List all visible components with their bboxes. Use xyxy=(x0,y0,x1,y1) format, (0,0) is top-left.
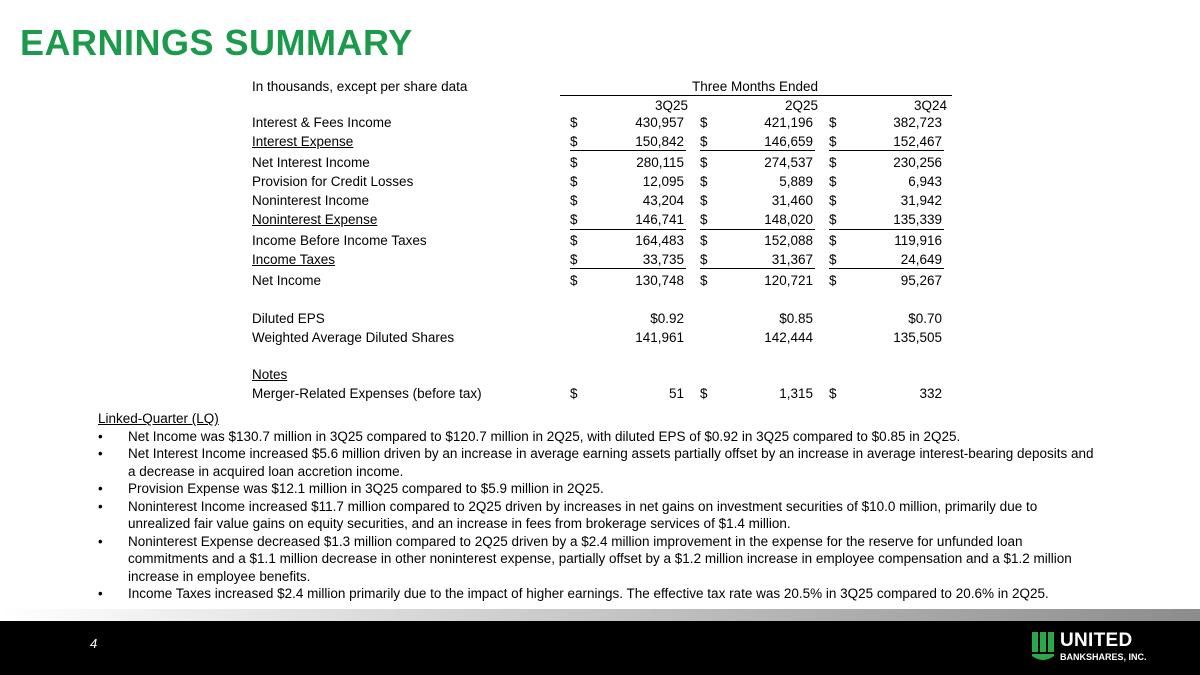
subtotal-rule xyxy=(570,268,686,269)
cell-value: 146,659 xyxy=(764,134,813,149)
currency-symbol: $ xyxy=(829,233,837,248)
cell-value: 164,483 xyxy=(635,233,684,248)
currency-symbol: $ xyxy=(570,252,578,267)
table-group-header: Three Months Ended xyxy=(691,79,819,94)
commentary-bullet xyxy=(98,445,1098,480)
currency-symbol: $ xyxy=(829,386,837,401)
logo-mark-icon xyxy=(1032,632,1054,662)
cell-value: 12,095 xyxy=(642,174,684,189)
currency-symbol: $ xyxy=(829,273,837,288)
currency-symbol: $ xyxy=(829,115,837,130)
bullet-text: Noninterest Expense decreased $1.3 million compared to 2Q25 driven by a $2.4 million improvement in the expense for the reserve for unfunded loan commitments and a $1.1 million decrease in other noninterest expense, partially offset by a $1.2 million increase in employee compensation and a $1.2 million increase in employee benefits. xyxy=(128,533,1072,584)
commentary-bullet xyxy=(98,428,1098,446)
cell-value: 280,115 xyxy=(636,155,684,170)
commentary-bullet xyxy=(98,533,1098,586)
cell-value: 119,916 xyxy=(894,233,942,248)
cell-value: 230,256 xyxy=(893,155,942,170)
cell-value: 430,957 xyxy=(635,115,684,130)
subtotal-rule xyxy=(700,229,815,230)
currency-symbol: $ xyxy=(829,155,837,170)
cell-value: 421,196 xyxy=(764,115,813,130)
currency-symbol: $ xyxy=(570,273,578,288)
row-label: Net Interest Income xyxy=(252,155,370,170)
row-label: Notes xyxy=(252,367,288,382)
cell-value: 152,088 xyxy=(764,233,813,248)
row-label: Provision for Credit Losses xyxy=(252,174,414,189)
row-label: Noninterest Expense xyxy=(252,212,378,227)
row-label: Net Income xyxy=(252,273,322,288)
row-label: Interest & Fees Income xyxy=(252,115,392,130)
cell-value: 95,267 xyxy=(900,273,942,288)
cell-value: 5,889 xyxy=(779,174,813,189)
bullet-marker: • xyxy=(98,428,103,444)
linked-quarter-commentary xyxy=(98,410,1098,603)
cell-value: 148,020 xyxy=(764,212,813,227)
row-label: Noninterest Income xyxy=(252,193,370,208)
bullet-text: Net Income was $130.7 million in 3Q25 compared to $120.7 million in 2Q25, with diluted EPS of $0.92 in 3Q25 compared to $0.85 in 2Q25. xyxy=(128,428,961,444)
subtotal-rule xyxy=(829,150,944,151)
currency-symbol: $ xyxy=(700,115,708,130)
row-label: Income Taxes xyxy=(252,252,336,267)
bullet-marker: • xyxy=(98,498,103,514)
cell-value: 142,444 xyxy=(764,330,813,345)
row-label: Income Before Income Taxes xyxy=(252,233,427,248)
period-header-3q24: 3Q24 xyxy=(913,98,947,113)
cell-value: 130,748 xyxy=(635,273,684,288)
subtotal-rule xyxy=(700,150,815,151)
bullet-text: Income Taxes increased $2.4 million primarily due to the impact of higher earnings. The effective tax rate was 20.5% in 3Q25 compared to 20.6% in 2Q25. xyxy=(128,586,1049,601)
currency-symbol: $ xyxy=(829,134,837,149)
row-label: Diluted EPS xyxy=(252,311,325,326)
subtotal-rule xyxy=(570,150,686,151)
bullet-text: Provision Expense was $12.1 million in 3Q25 compared to $5.9 million in 2Q25. xyxy=(128,481,604,496)
cell-value: 33,735 xyxy=(642,252,684,267)
currency-symbol: $ xyxy=(700,233,708,248)
currency-symbol: $ xyxy=(570,174,578,189)
cell-value: 152,467 xyxy=(893,134,942,149)
cell-value: 24,649 xyxy=(900,252,942,267)
cell-value: $0.85 xyxy=(779,311,813,326)
currency-symbol: $ xyxy=(700,273,708,288)
currency-symbol: $ xyxy=(700,212,708,227)
currency-symbol: $ xyxy=(570,115,578,130)
cell-value: 141,961 xyxy=(635,330,684,345)
cell-value: 150,842 xyxy=(635,134,684,149)
bullet-marker: • xyxy=(98,533,103,549)
cell-value: 6,943 xyxy=(908,174,942,189)
page-number: 4 xyxy=(90,636,98,651)
currency-symbol: $ xyxy=(570,155,578,170)
currency-symbol: $ xyxy=(700,252,708,267)
cell-value: 135,339 xyxy=(893,212,942,227)
cell-value: 146,741 xyxy=(635,212,684,227)
cell-value: $0.92 xyxy=(650,311,684,326)
cell-value: 1,315 xyxy=(779,386,813,401)
currency-symbol: $ xyxy=(570,193,578,208)
bullet-marker: • xyxy=(98,446,103,461)
currency-symbol: $ xyxy=(700,174,708,189)
cell-value: 120,721 xyxy=(764,273,813,288)
bullet-text: Net Interest Income increased $5.6 million driven by an increase in average earning assets partially offset by an increase in average interest-bearing deposits and a decrease in acquired loan accretion income. xyxy=(128,446,1094,479)
subtotal-rule xyxy=(700,268,815,269)
commentary-bullet xyxy=(98,585,1098,603)
currency-symbol: $ xyxy=(700,386,708,401)
currency-symbol: $ xyxy=(570,233,578,248)
footer-bar xyxy=(0,621,1200,675)
cell-value: 31,460 xyxy=(771,193,813,208)
currency-symbol: $ xyxy=(570,134,578,149)
bullet-marker: • xyxy=(98,586,103,601)
currency-symbol: $ xyxy=(700,155,708,170)
cell-value: $0.70 xyxy=(908,311,942,326)
commentary-bullet xyxy=(98,480,1098,498)
commentary-heading: Linked-Quarter (LQ) xyxy=(98,411,219,426)
footer-gradient-bar xyxy=(0,609,1200,621)
currency-symbol: $ xyxy=(829,174,837,189)
subtotal-rule xyxy=(829,268,944,269)
row-label: Merger-Related Expenses (before tax) xyxy=(252,386,482,401)
period-header-3q25: 3Q25 xyxy=(654,98,688,113)
table-unit-note: In thousands, except per share data xyxy=(252,79,468,94)
logo-text-bankshares: BANKSHARES, INC. xyxy=(1060,652,1147,662)
currency-symbol: $ xyxy=(570,212,578,227)
currency-symbol: $ xyxy=(829,252,837,267)
currency-symbol: $ xyxy=(700,134,708,149)
currency-symbol: $ xyxy=(829,212,837,227)
cell-value: 332 xyxy=(919,386,942,401)
commentary-bullet xyxy=(98,498,1098,533)
commentary-bullet-list xyxy=(98,428,1098,603)
currency-symbol: $ xyxy=(570,386,578,401)
cell-value: 274,537 xyxy=(764,155,813,170)
subtotal-rule xyxy=(829,229,944,230)
cell-value: 31,942 xyxy=(900,193,942,208)
row-label: Weighted Average Diluted Shares xyxy=(252,330,455,345)
row-label: Interest Expense xyxy=(252,134,354,149)
cell-value: 135,505 xyxy=(893,330,942,345)
cell-value: 43,204 xyxy=(642,193,684,208)
page-title: EARNINGS SUMMARY xyxy=(20,22,413,63)
cell-value: 382,723 xyxy=(893,115,942,130)
currency-symbol: $ xyxy=(829,193,837,208)
currency-symbol: $ xyxy=(700,193,708,208)
period-header-2q25: 2Q25 xyxy=(784,98,818,113)
header-divider xyxy=(560,95,952,96)
bullet-text: Noninterest Income increased $11.7 million compared to 2Q25 driven by increases in net gains on investment securities of $10.0 million, primarily due to unrealized fair value gains on equity securities, and an increase in fees from brokerage services of $1.4 million. xyxy=(128,498,1038,531)
cell-value: 31,367 xyxy=(771,252,813,267)
logo-text-united: UNITED xyxy=(1060,630,1133,651)
cell-value: 51 xyxy=(668,386,684,401)
bullet-marker: • xyxy=(98,481,103,496)
subtotal-rule xyxy=(570,229,686,230)
